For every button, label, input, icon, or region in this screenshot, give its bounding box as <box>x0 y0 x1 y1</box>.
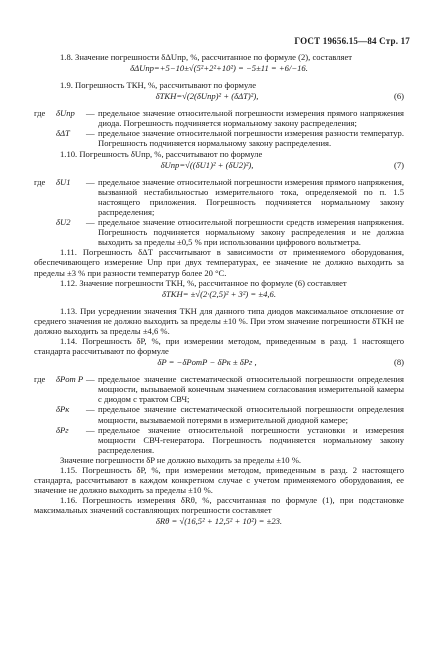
definition-lead: где <box>34 108 46 119</box>
paragraph-1-14: 1.14. Погрешность δP, %, при измерении методом, приведенным в разд. 1 настоящего стандарта рассчитывают по формуле <box>34 335 404 357</box>
definition-dDT: δΔТ — предельное значение относительной погрешности измерения разности температур. Погрешность подчиняется нормальному закону распределения. <box>56 128 404 149</box>
formula-1-8-expr: δΔUпр=+5−10±√(5²+2²+10²) = −5±11 = +6/−16. <box>130 63 308 74</box>
formula-1-12-expr: δТКН= ±√(2·(2,5)² + 3²) = ±4,6. <box>162 288 276 299</box>
definition-symbol: δU1 <box>56 176 71 187</box>
paragraph-1-16: 1.16. Погрешность измерения δRθ, %, рассчитанная по формуле (1), при подстановке максимальных значений составляющих погрешности составляет <box>34 495 404 516</box>
definition-dU2: δU2 — предельное значение относительной погрешности средств измерения напряжения. Погрешность подчиняется нормальному закону распределения и не должна выходить за пределы ±0,5 % при использовании цифрового вольтметра. <box>56 217 404 248</box>
formula-7-expr: δUпр=√((δU1)² + (δU2)²), <box>160 159 254 170</box>
formula-8-number: (8) <box>393 357 404 368</box>
paragraph-1-11: 1.11. Погрешность δΔТ рассчитывают в зависимости от применяемого оборудования, обеспечивающего измерение Uпр при двух температурах, ее значение не должно выходить за пределы ±3 % при разности температур более 20 °С. <box>34 247 404 278</box>
formula-1-16 <box>34 516 404 532</box>
paragraph-1-10: 1.10. Погрешность δUпр, %, рассчитывают по формуле <box>60 148 263 159</box>
formula-6-number: (6) <box>393 91 404 102</box>
definition-text: предельное значение систематической относительной погрешности определения мощности, вызываемой потерями в измерительной диодной камере; <box>98 404 404 425</box>
definition-text: предельное значение относительной погрешности измерения прямого напряжения, вызванной нестабильностью измерительного тока, определяемой по п. 1.5 настоящего приложения. Погрешность подчиняется нормальному закону распределения; <box>98 176 404 217</box>
definition-dPotR: где δPот Р — предельное значение систематической относительной погрешности определения мощности, вызываемой конечным значением согласования измерительной камеры с диодом с трактом СВЧ; <box>34 374 404 405</box>
formula-1-16-expr: δRθ = √(16,5² + 12,5² + 10²) = ±23. <box>155 516 283 527</box>
definition-text: предельное значение относительной погрешности измерения разности температур. Погрешность подчиняется нормальному закону распределения. <box>98 128 404 149</box>
definition-text: предельное значение относительной погрешности средств измерения напряжения. Погрешность подчиняется нормальному закону распределения и не должна выходить за пределы ±0,5 % при использовании цифрового вольтметра. <box>98 217 404 248</box>
page-header: ГОСТ 19656.15—84 Стр. 17 <box>294 36 410 46</box>
definition-symbol: δΔТ <box>56 128 70 139</box>
definition-lead: где <box>34 176 46 187</box>
paragraph-1-8: 1.8. Значение погрешности δΔUпр, %, рассчитанное по формуле (2), составляет <box>60 52 353 62</box>
definition-text: предельное значение систематической относительной погрешности определения мощности, вызываемой конечным значением согласования измерительной камеры с диодом с трактом СВЧ; <box>98 374 404 405</box>
formula-6-expr: δТКН=√(2(δUпр)² + (δΔТ)²), <box>155 91 259 102</box>
paragraph-1-13: 1.13. При усреднении значения ТКН для данного типа диодов максимальное отклонение от среднего значения не должно выходить за пределы ±10 %. При этом значение погрешности δТКН не должно выходить за пределы ±4,6 %. <box>34 305 404 336</box>
definition-dPk: δPк — предельное значение систематической относительной погрешности определения мощности, вызываемой потерями в измерительной диодной камере; <box>56 404 404 425</box>
formula-8-expr: δP = −δPотР − δPк ± δPг , <box>157 357 257 368</box>
definition-lead: где <box>34 374 46 385</box>
definition-symbol: δPк <box>56 404 70 415</box>
definition-symbol: δPг <box>56 424 69 435</box>
paragraph-1-9: 1.9. Погрешность ТКН, %, рассчитывают по формуле <box>60 80 257 91</box>
formula-8 <box>34 357 404 373</box>
definition-text: предельное значение относительной погрешности установки и измерения мощности СВЧ-генератора. Погрешность подчиняется нормальному закону распределения. <box>98 424 404 455</box>
paragraph-1-14-limit: Значение погрешности δP не должно выходить за пределы ±10 %. <box>60 454 302 465</box>
formula-7 <box>34 160 404 176</box>
definition-dUpr: где δUпр — предельное значение относительной погрешности измерения прямого напряжения диода. Погрешность подчиняется нормальному закону распределения; <box>34 108 404 129</box>
formula-1-8 <box>34 63 404 79</box>
definition-symbol: δPот Р <box>56 374 84 385</box>
definition-symbol: δU2 <box>56 217 71 228</box>
definition-dU1: где δU1 — предельное значение относительной погрешности измерения прямого напряжения, вызванной нестабильностью измерительного тока, определяемой по п. 1.5 настоящего приложения. Погрешность подчиняется нормальному закону распределения; <box>34 176 404 217</box>
paragraph-1-12: 1.12. Значение погрешности ТКН, %, рассчитанное по формуле (6) составляет <box>60 277 347 288</box>
paragraph-1-15: 1.15. Погрешность δР, %, при измерении методом, приведенным в разд. 2 настоящего стандарта, рассчитывают в каждом конкретном случае с учетом применяемого оборудования, ее значение не должно выходить за пределы ±10 %. <box>34 465 404 496</box>
formula-7-number: (7) <box>393 159 404 170</box>
formula-6 <box>34 91 404 107</box>
definition-text: предельное значение относительной погрешности измерения прямого напряжения диода. Погрешность подчиняется нормальному закону распределения; <box>98 108 404 129</box>
document-body <box>34 52 404 533</box>
definition-dPg: δPг — предельное значение относительной погрешности установки и измерения мощности СВЧ-генератора. Погрешность подчиняется нормальному закону распределения. <box>56 424 404 455</box>
definition-symbol: δUпр <box>56 108 75 119</box>
formula-1-12 <box>34 289 404 305</box>
